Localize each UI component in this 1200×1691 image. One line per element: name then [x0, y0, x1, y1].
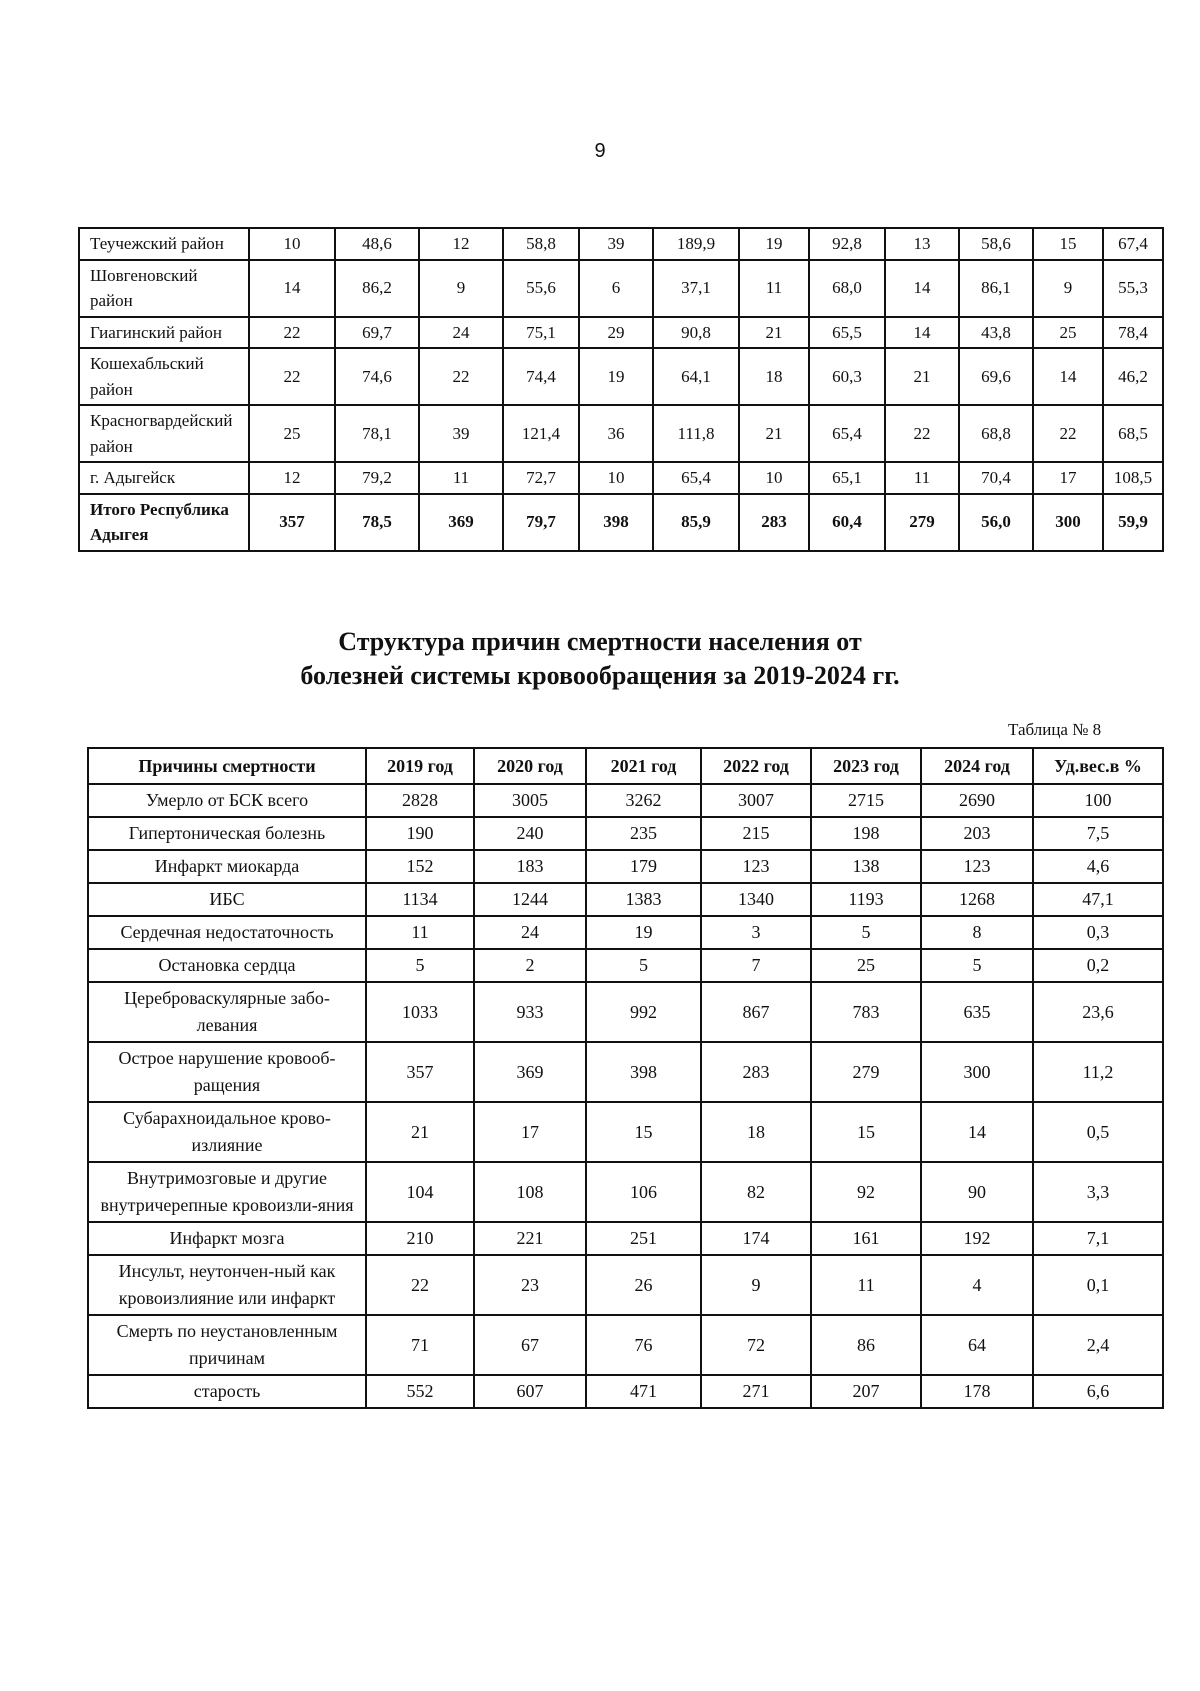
cause-name: Гипертоническая болезнь — [88, 817, 366, 850]
table-row — [88, 1255, 1163, 1315]
table-row — [79, 494, 1163, 551]
cause-name: Цереброваскулярные забо-левания — [88, 982, 366, 1042]
table-cell: 78,1 — [335, 405, 419, 462]
table-cell: 300 — [921, 1042, 1033, 1102]
cause-name: Инсульт, неутончен-ный как кровоизлияние или инфаркт — [88, 1255, 366, 1315]
table-cell: 64,1 — [653, 348, 739, 405]
table-cell: 65,1 — [809, 462, 885, 494]
table-cell: 92,8 — [809, 228, 885, 260]
table-cell: 933 — [474, 982, 586, 1042]
table-cell: 161 — [811, 1222, 921, 1255]
table-cell: 65,4 — [653, 462, 739, 494]
table-cell: 86 — [811, 1315, 921, 1375]
table-cell: 121,4 — [503, 405, 579, 462]
table-cell: 235 — [586, 817, 701, 850]
table-cell: 10 — [739, 462, 809, 494]
table-cell: 55,3 — [1103, 260, 1163, 317]
table-row — [88, 850, 1163, 883]
table-cell: 68,5 — [1103, 405, 1163, 462]
table-cell: 17 — [1033, 462, 1103, 494]
table-cell: 5 — [811, 916, 921, 949]
column-header: 2023 год — [811, 748, 921, 784]
table-cell: 9 — [419, 260, 503, 317]
table-cell: 3 — [701, 916, 811, 949]
table-cell: 25 — [811, 949, 921, 982]
table-cell: 14 — [1033, 348, 1103, 405]
table-cell: 2690 — [921, 784, 1033, 817]
table-cell: 111,8 — [653, 405, 739, 462]
table-cell: 22 — [1033, 405, 1103, 462]
table-cell: 92 — [811, 1162, 921, 1222]
table-cell: 90 — [921, 1162, 1033, 1222]
table-cell: 3005 — [474, 784, 586, 817]
table-cell: 24 — [419, 317, 503, 349]
district-name: Шовгеновский район — [79, 260, 249, 317]
table-cell: 86,2 — [335, 260, 419, 317]
table-cell: 203 — [921, 817, 1033, 850]
table-cell: 14 — [885, 317, 959, 349]
table-cell: 106 — [586, 1162, 701, 1222]
table-row — [88, 1042, 1163, 1102]
column-header: Причины смертности — [88, 748, 366, 784]
column-header: 2020 год — [474, 748, 586, 784]
table-cell: 36 — [579, 405, 653, 462]
table-cell: 9 — [701, 1255, 811, 1315]
table-cell: 7,5 — [1033, 817, 1163, 850]
table-cell: 47,1 — [1033, 883, 1163, 916]
table-cell: 6,6 — [1033, 1375, 1163, 1408]
table-row — [88, 784, 1163, 817]
table-cell: 552 — [366, 1375, 474, 1408]
table-cell: 86,1 — [959, 260, 1033, 317]
table-cell: 192 — [921, 1222, 1033, 1255]
table-cell: 357 — [366, 1042, 474, 1102]
table-cell: 21 — [366, 1102, 474, 1162]
cause-name: Субарахноидальное крово-излияние — [88, 1102, 366, 1162]
cause-name: Инфаркт мозга — [88, 1222, 366, 1255]
table-cell: 58,6 — [959, 228, 1033, 260]
table-cell: 23,6 — [1033, 982, 1163, 1042]
table-cell: 635 — [921, 982, 1033, 1042]
table-cell: 11 — [419, 462, 503, 494]
table-cell: 1193 — [811, 883, 921, 916]
table-cell: 1244 — [474, 883, 586, 916]
table-cell: 0,5 — [1033, 1102, 1163, 1162]
table-cell: 55,6 — [503, 260, 579, 317]
table-cell: 71 — [366, 1315, 474, 1375]
table-cell: 1383 — [586, 883, 701, 916]
table-cell: 65,4 — [809, 405, 885, 462]
table-cell: 21 — [739, 405, 809, 462]
table-cell: 1134 — [366, 883, 474, 916]
table-row — [88, 1102, 1163, 1162]
table-cell: 2 — [474, 949, 586, 982]
table-cell: 75,1 — [503, 317, 579, 349]
table-cell: 74,4 — [503, 348, 579, 405]
table-cell: 39 — [579, 228, 653, 260]
cause-name: Остановка сердца — [88, 949, 366, 982]
table-cell: 0,2 — [1033, 949, 1163, 982]
table-cell: 25 — [249, 405, 335, 462]
table-cell: 369 — [474, 1042, 586, 1102]
table-cell: 14 — [249, 260, 335, 317]
table-cell: 11 — [739, 260, 809, 317]
table-cell: 78,4 — [1103, 317, 1163, 349]
table-cell: 22 — [249, 348, 335, 405]
column-header: Уд.вес.в % — [1033, 748, 1163, 784]
table-cell: 2715 — [811, 784, 921, 817]
table-cell: 74,6 — [335, 348, 419, 405]
table-cell: 183 — [474, 850, 586, 883]
cause-name: Инфаркт миокарда — [88, 850, 366, 883]
table-cell: 123 — [701, 850, 811, 883]
table-cell: 13 — [885, 228, 959, 260]
table-cell: 369 — [419, 494, 503, 551]
table-cell: 215 — [701, 817, 811, 850]
heading-line-1: Структура причин смертности населения от — [338, 627, 862, 656]
table-cell: 108,5 — [1103, 462, 1163, 494]
table-cell: 68,8 — [959, 405, 1033, 462]
table-cell: 48,6 — [335, 228, 419, 260]
table-row — [88, 1162, 1163, 1222]
table-cell: 210 — [366, 1222, 474, 1255]
page-number: 9 — [594, 140, 606, 162]
table-cell: 24 — [474, 916, 586, 949]
table-cell: 783 — [811, 982, 921, 1042]
table-cell: 11 — [885, 462, 959, 494]
table-cell: 79,7 — [503, 494, 579, 551]
table-cell: 189,9 — [653, 228, 739, 260]
table-cell: 3007 — [701, 784, 811, 817]
table-cell: 25 — [1033, 317, 1103, 349]
table-cell: 300 — [1033, 494, 1103, 551]
table-cell: 221 — [474, 1222, 586, 1255]
table-cell: 240 — [474, 817, 586, 850]
table-cell: 18 — [739, 348, 809, 405]
table-cell: 10 — [579, 462, 653, 494]
table-cell: 398 — [579, 494, 653, 551]
table-cell: 179 — [586, 850, 701, 883]
table-cell: 82 — [701, 1162, 811, 1222]
table-cell: 283 — [739, 494, 809, 551]
table-row — [79, 228, 1163, 260]
table-cell: 5 — [366, 949, 474, 982]
table-row — [79, 462, 1163, 494]
table-cell: 15 — [1033, 228, 1103, 260]
table-label: Таблица № 8 — [1008, 720, 1102, 739]
table-cell: 279 — [885, 494, 959, 551]
table-cell: 18 — [701, 1102, 811, 1162]
table-row — [79, 317, 1163, 349]
table-cell: 79,2 — [335, 462, 419, 494]
table-cell: 100 — [1033, 784, 1163, 817]
column-header: 2022 год — [701, 748, 811, 784]
table-cell: 152 — [366, 850, 474, 883]
table-cell: 90,8 — [653, 317, 739, 349]
heading-line-2: болезней системы кровообращения за 2019-2024 гг. — [300, 661, 900, 690]
table-cell: 10 — [249, 228, 335, 260]
table-cell: 69,6 — [959, 348, 1033, 405]
table-cell: 3262 — [586, 784, 701, 817]
table-cell: 64 — [921, 1315, 1033, 1375]
table-cell: 19 — [739, 228, 809, 260]
table-cell: 1340 — [701, 883, 811, 916]
district-name: Теучежский район — [79, 228, 249, 260]
column-header: 2024 год — [921, 748, 1033, 784]
table-cell: 867 — [701, 982, 811, 1042]
cause-name: старость — [88, 1375, 366, 1408]
table-row — [88, 817, 1163, 850]
table-row — [79, 405, 1163, 462]
table-row — [79, 260, 1163, 317]
table-cell: 21 — [739, 317, 809, 349]
table-cell: 271 — [701, 1375, 811, 1408]
table-cell: 4,6 — [1033, 850, 1163, 883]
district-name: Кошехабльский район — [79, 348, 249, 405]
table-cell: 22 — [885, 405, 959, 462]
table-row — [88, 1375, 1163, 1408]
table-cell: 85,9 — [653, 494, 739, 551]
table-cell: 22 — [249, 317, 335, 349]
table-cell: 11 — [366, 916, 474, 949]
table-cell: 14 — [921, 1102, 1033, 1162]
section-heading — [0, 625, 1200, 693]
table-cell: 72,7 — [503, 462, 579, 494]
table-cell: 70,4 — [959, 462, 1033, 494]
table-cell: 198 — [811, 817, 921, 850]
table-cell: 5 — [586, 949, 701, 982]
table-row — [88, 949, 1163, 982]
cause-name: ИБС — [88, 883, 366, 916]
table-cell: 12 — [249, 462, 335, 494]
table-cell: 78,5 — [335, 494, 419, 551]
table-cell: 67,4 — [1103, 228, 1163, 260]
table-cell: 992 — [586, 982, 701, 1042]
table-cell: 207 — [811, 1375, 921, 1408]
table-cell: 6 — [579, 260, 653, 317]
table-cell: 43,8 — [959, 317, 1033, 349]
table-cell: 46,2 — [1103, 348, 1163, 405]
table-cell: 67 — [474, 1315, 586, 1375]
table-cell: 4 — [921, 1255, 1033, 1315]
table-cell: 398 — [586, 1042, 701, 1102]
table-cell: 7 — [701, 949, 811, 982]
table-cell: 8 — [921, 916, 1033, 949]
table-row — [79, 348, 1163, 405]
table-cell: 23 — [474, 1255, 586, 1315]
table-cell: 2828 — [366, 784, 474, 817]
table-cell: 104 — [366, 1162, 474, 1222]
table-cell: 76 — [586, 1315, 701, 1375]
table-cell: 11,2 — [1033, 1042, 1163, 1102]
table-cell: 9 — [1033, 260, 1103, 317]
causes-table — [87, 747, 1164, 1409]
table-cell: 22 — [366, 1255, 474, 1315]
table-cell: 69,7 — [335, 317, 419, 349]
table-row — [88, 982, 1163, 1042]
table-cell: 19 — [586, 916, 701, 949]
table-row — [88, 1222, 1163, 1255]
table-cell: 15 — [586, 1102, 701, 1162]
table-cell: 17 — [474, 1102, 586, 1162]
table-cell: 29 — [579, 317, 653, 349]
table-cell: 357 — [249, 494, 335, 551]
table-cell: 174 — [701, 1222, 811, 1255]
table-cell: 56,0 — [959, 494, 1033, 551]
table-cell: 26 — [586, 1255, 701, 1315]
table-cell: 1268 — [921, 883, 1033, 916]
table-cell: 22 — [419, 348, 503, 405]
table-cell: 72 — [701, 1315, 811, 1375]
cause-name: Острое нарушение кровооб-ращения — [88, 1042, 366, 1102]
table-cell: 59,9 — [1103, 494, 1163, 551]
table-cell: 607 — [474, 1375, 586, 1408]
table-cell: 251 — [586, 1222, 701, 1255]
table-cell: 2,4 — [1033, 1315, 1163, 1375]
table-cell: 3,3 — [1033, 1162, 1163, 1222]
table-row — [88, 883, 1163, 916]
table-row — [88, 916, 1163, 949]
table-cell: 108 — [474, 1162, 586, 1222]
table-cell: 39 — [419, 405, 503, 462]
table-cell: 138 — [811, 850, 921, 883]
table-cell: 123 — [921, 850, 1033, 883]
table-cell: 279 — [811, 1042, 921, 1102]
table-cell: 68,0 — [809, 260, 885, 317]
table-cell: 19 — [579, 348, 653, 405]
table-cell: 5 — [921, 949, 1033, 982]
table-cell: 60,4 — [809, 494, 885, 551]
column-header: 2021 год — [586, 748, 701, 784]
table-cell: 65,5 — [809, 317, 885, 349]
table-cell: 21 — [885, 348, 959, 405]
table-cell: 283 — [701, 1042, 811, 1102]
table-cell: 1033 — [366, 982, 474, 1042]
table-cell: 178 — [921, 1375, 1033, 1408]
district-name: г. Адыгейск — [79, 462, 249, 494]
table-cell: 37,1 — [653, 260, 739, 317]
district-name: Красногвардейский район — [79, 405, 249, 462]
cause-name: Смерть по неустановленным причинам — [88, 1315, 366, 1375]
column-header: 2019 год — [366, 748, 474, 784]
table-cell: 11 — [811, 1255, 921, 1315]
cause-name: Внутримозговые и другие внутричерепные кровоизли-яния — [88, 1162, 366, 1222]
district-name: Гиагинский район — [79, 317, 249, 349]
district-name: Итого Республика Адыгея — [79, 494, 249, 551]
table-cell: 60,3 — [809, 348, 885, 405]
table-cell: 12 — [419, 228, 503, 260]
cause-name: Сердечная недостаточность — [88, 916, 366, 949]
table-cell: 471 — [586, 1375, 701, 1408]
table-cell: 0,3 — [1033, 916, 1163, 949]
table-cell: 190 — [366, 817, 474, 850]
district-mortality-table — [78, 227, 1164, 552]
table-cell: 0,1 — [1033, 1255, 1163, 1315]
table-cell: 14 — [885, 260, 959, 317]
cause-name: Умерло от БСК всего — [88, 784, 366, 817]
table-row — [88, 1315, 1163, 1375]
table-header-row — [88, 748, 1163, 784]
table-cell: 58,8 — [503, 228, 579, 260]
table-cell: 7,1 — [1033, 1222, 1163, 1255]
table-cell: 15 — [811, 1102, 921, 1162]
